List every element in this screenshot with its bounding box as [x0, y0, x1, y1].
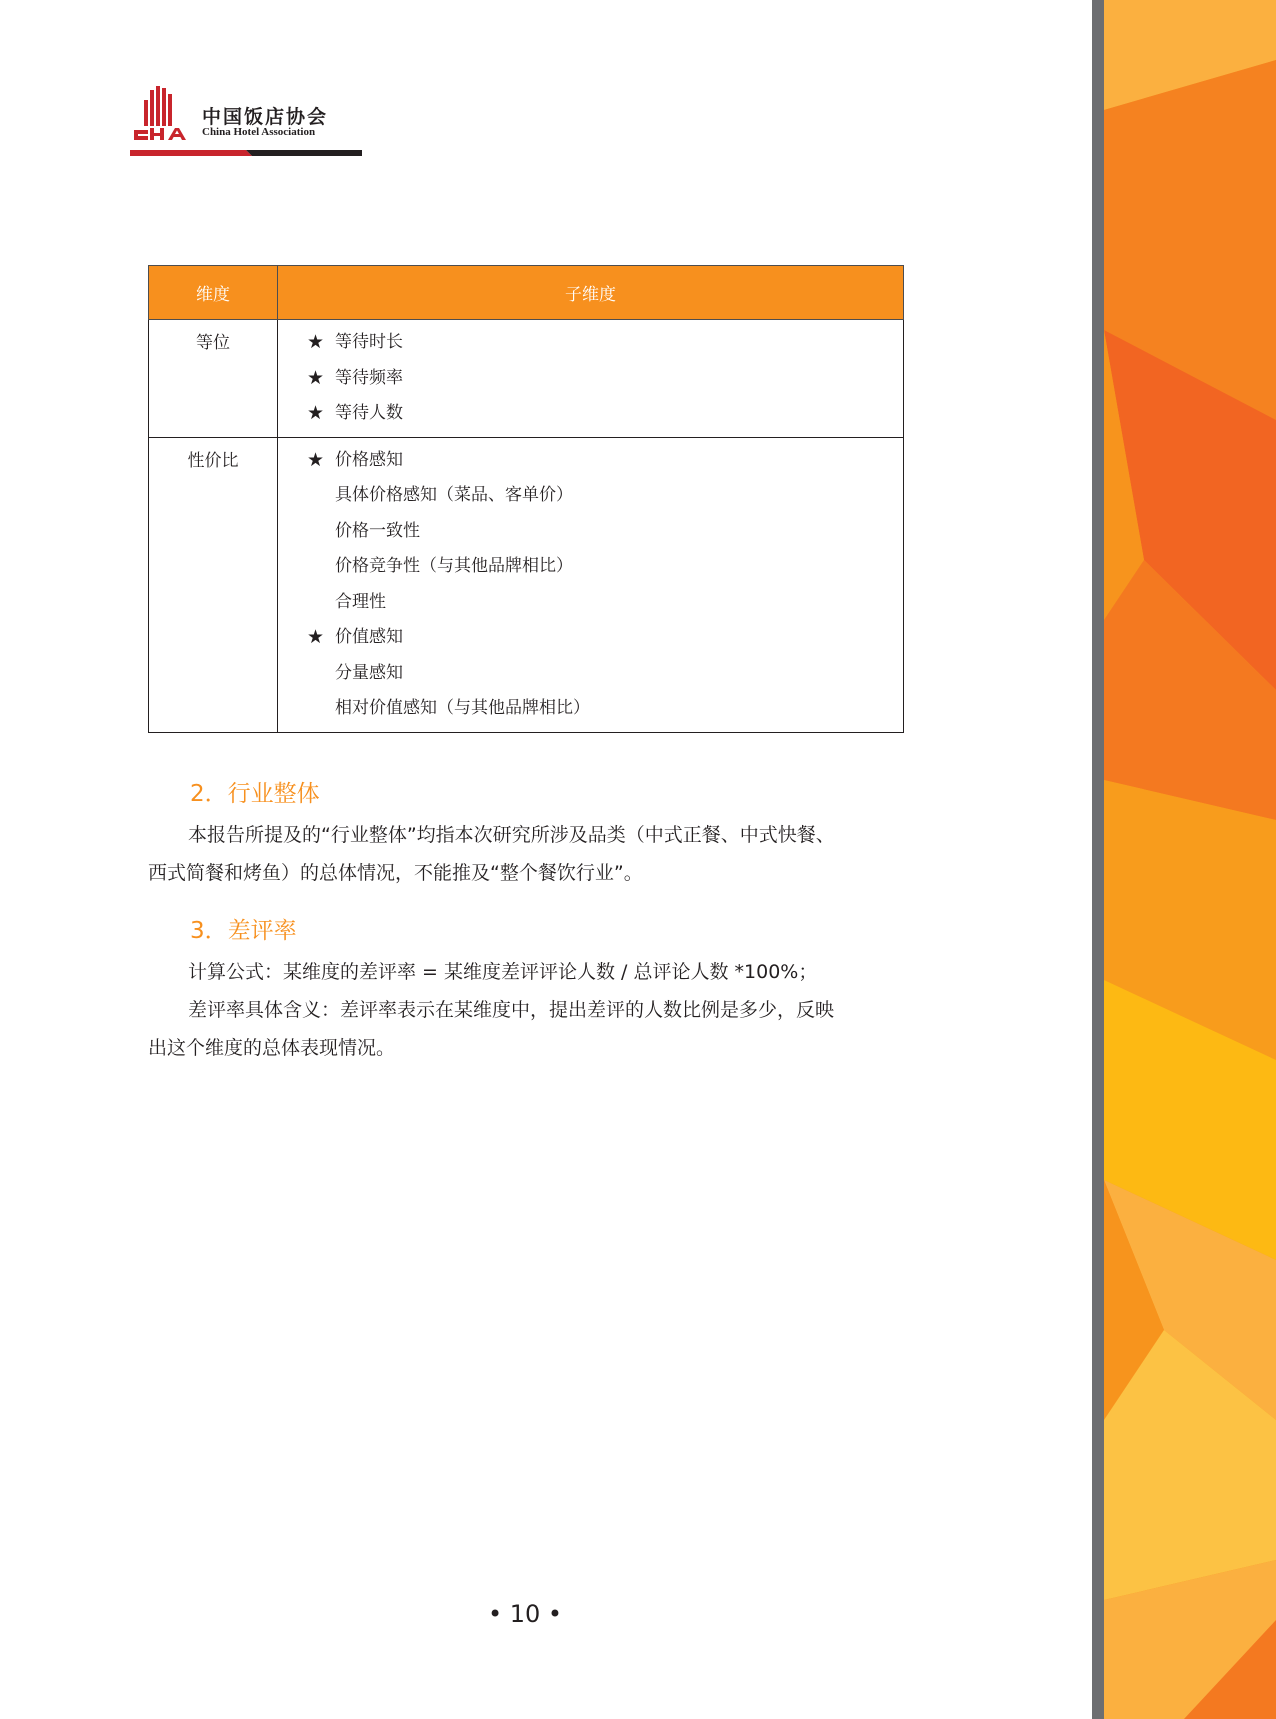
list-item: 分量感知 [335, 662, 403, 683]
side-band-orange-pattern [1104, 0, 1276, 1719]
dimension-cell: 等位 [149, 320, 278, 438]
section-heading-negative-rate: 3．差评率 [190, 918, 297, 944]
decorative-side-band [1092, 0, 1276, 1719]
header-rule [130, 150, 362, 156]
list-item: ★ 价格感知 [278, 443, 903, 479]
table-row [149, 320, 904, 438]
table-row [149, 437, 904, 732]
star-icon: ★ [307, 448, 325, 471]
star-icon: ★ [307, 366, 325, 389]
list-item: ★ 等待人数 [278, 396, 903, 432]
header-logo [130, 84, 362, 160]
list-item: 合理性 [335, 591, 386, 612]
section-heading-industry-overall: 2．行业整体 [190, 781, 320, 807]
org-name-chinese: 中国饭店协会 [202, 106, 329, 128]
formula-line: 计算公式：某维度的差评率 = 某维度差评评论人数 / 总评论人数 *100%； [188, 961, 818, 983]
star-icon: ★ [307, 626, 325, 648]
header-dimension: 维度 [149, 266, 278, 320]
page-number: • 10 • [487, 1600, 563, 1628]
sub-dimension-cell [278, 320, 904, 438]
table-header-row [149, 266, 904, 320]
cha-logo-icon [130, 84, 190, 140]
list-item: ★ 等待时长 [278, 325, 903, 361]
paragraph-line: 差评率具体含义：差评率表示在某维度中，提出差评的人数比例是多少，反映 [188, 999, 835, 1021]
list-item: ★ 价值感知 [278, 620, 903, 656]
list-item: 价格一致性 [335, 520, 420, 541]
dimension-table [148, 265, 904, 733]
side-band-grey-strip [1092, 0, 1104, 1719]
sub-dimension-cell [278, 437, 904, 732]
paragraph-line: 西式简餐和烤鱼）的总体情况，不能推及“整个餐饮行业”。 [148, 862, 643, 884]
list-item: 价格竞争性（与其他品牌相比） [335, 556, 573, 576]
org-name-english: China Hotel Association [202, 126, 316, 138]
list-item: 具体价格感知（菜品、客单价） [335, 485, 573, 505]
paragraph-line: 出这个维度的总体表现情况。 [148, 1037, 396, 1059]
dimension-cell: 性价比 [149, 437, 278, 732]
section-paragraph-negative-rate [148, 953, 908, 1067]
list-item: ★ 等待频率 [278, 361, 903, 397]
list-item: 相对价值感知（与其他品牌相比） [335, 698, 590, 718]
section-paragraph-industry-overall [148, 816, 908, 892]
star-icon: ★ [307, 331, 325, 353]
header-sub-dimension: 子维度 [278, 266, 904, 320]
paragraph-line: 本报告所提及的“行业整体”均指本次研究所涉及品类（中式正餐、中式快餐、 [188, 824, 835, 846]
star-icon: ★ [307, 402, 325, 424]
